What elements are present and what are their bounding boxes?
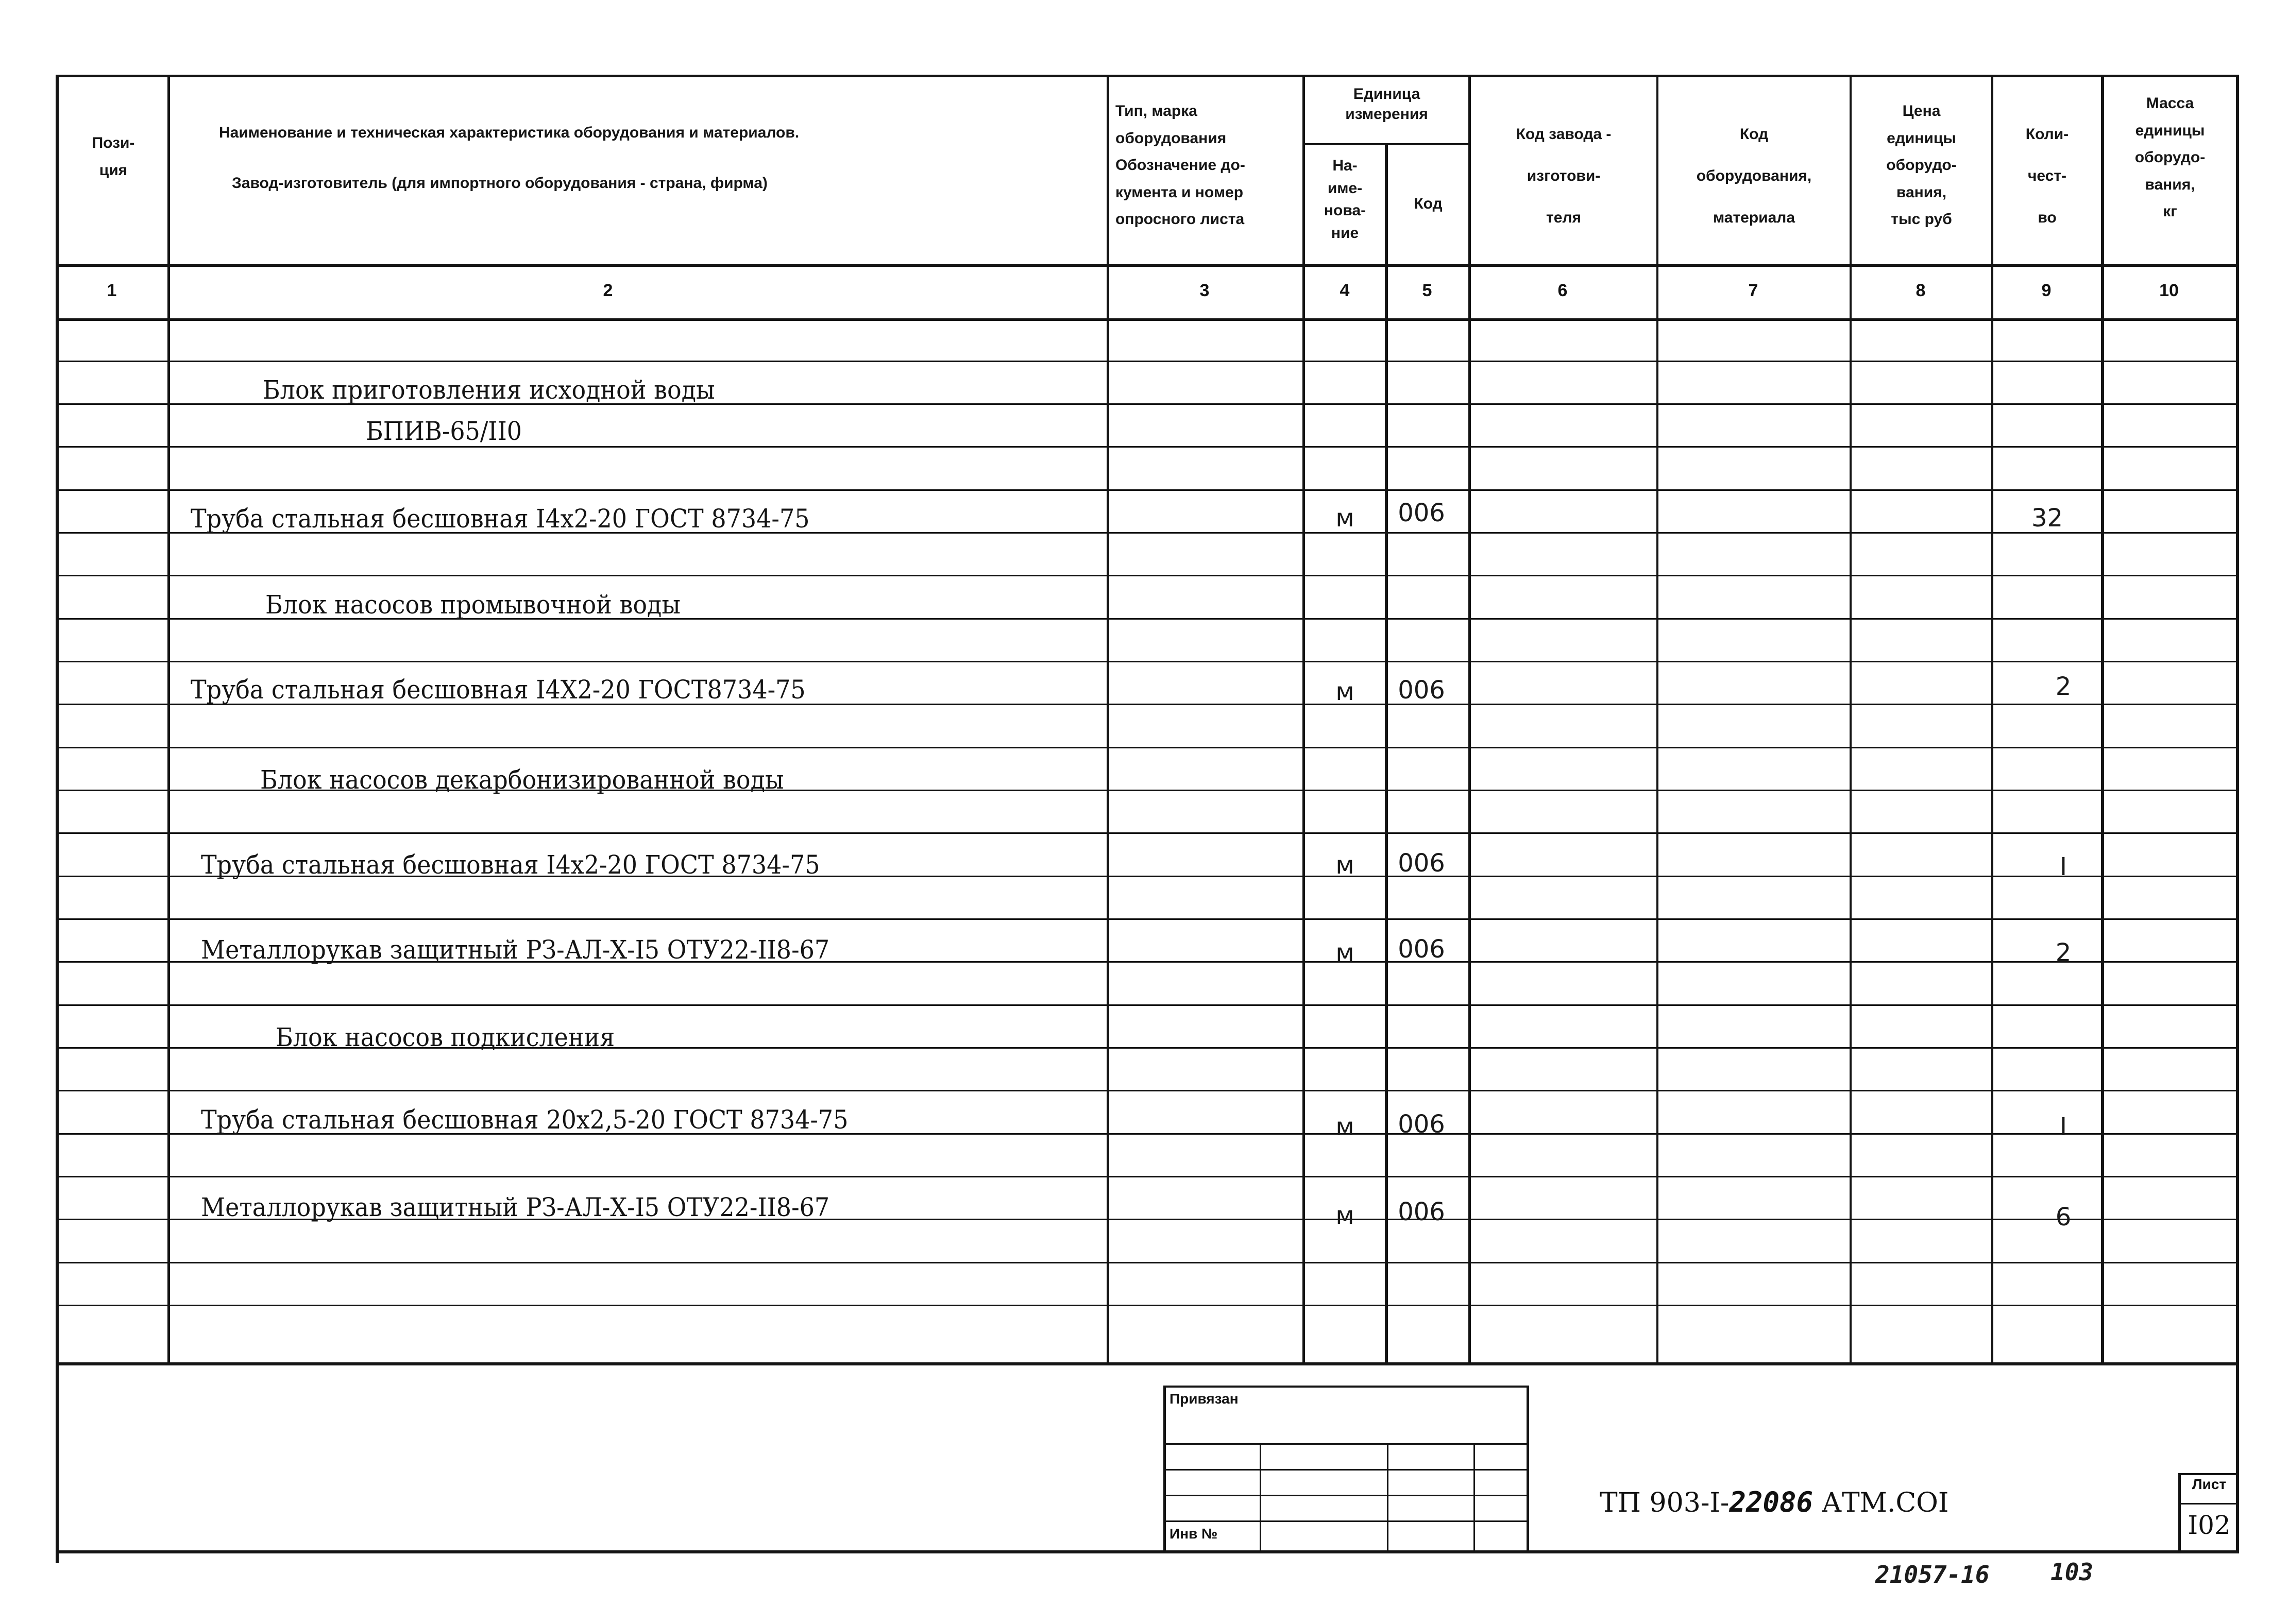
- item-quantity: 2: [2055, 672, 2072, 701]
- item-code: 006: [1398, 1198, 1445, 1226]
- stamp-sheet-label: Лист: [2192, 1476, 2227, 1492]
- column-number: 9: [2041, 281, 2052, 300]
- item-name: Труба стальная бесшовная I4х2-20 ГОСТ 8734-75: [201, 850, 820, 880]
- item-name: Металлорукав защитный РЗ-АЛ-Х-I5 ОТУ22-II8-67: [201, 935, 830, 965]
- stamp-inv-label: Инв №: [1170, 1526, 1218, 1542]
- section-subtitle: БПИВ-65/II0: [366, 416, 522, 446]
- stamp-bound-label: Привязан: [1170, 1391, 1239, 1407]
- column-number: 8: [1916, 281, 1926, 300]
- item-name: Труба стальная бесшовная I4х2-20 ГОСТ 8734-75: [191, 504, 810, 534]
- designation-suffix: АТМ.СОI: [1813, 1488, 1949, 1518]
- header-position: Пози- ция: [92, 134, 135, 179]
- item-quantity: 32: [2031, 504, 2063, 533]
- designation-number: 22086: [1729, 1486, 1814, 1518]
- column-number: 10: [2159, 281, 2179, 300]
- stamp-sheet-number: I02: [2188, 1510, 2231, 1540]
- item-unit: м: [1335, 1113, 1354, 1141]
- item-code: 006: [1398, 499, 1445, 527]
- column-number: 6: [1557, 281, 1568, 300]
- header-name-line2: Завод-изготовитель (для импортного оборудования - страна, фирма): [232, 175, 768, 192]
- item-unit: м: [1335, 504, 1354, 533]
- header-quantity: Коли- чест- во: [2025, 126, 2069, 226]
- item-unit: м: [1335, 1201, 1354, 1230]
- item-quantity: I: [2059, 852, 2067, 881]
- header-unit-group: Единица измерения: [1345, 86, 1428, 123]
- column-number: 7: [1748, 281, 1758, 300]
- stamp-designation: [1600, 1486, 1948, 1518]
- designation-prefix: ТП 903-I-: [1600, 1488, 1730, 1518]
- header-unit-name: На- име- нова- ние: [1324, 157, 1366, 242]
- header-factory-code: Код завода - изготови- теля: [1516, 126, 1612, 226]
- section-title: Блок приготовления исходной воды: [263, 375, 715, 405]
- column-number: 4: [1340, 281, 1350, 300]
- item-quantity: 2: [2055, 938, 2072, 967]
- column-number: 1: [107, 281, 117, 300]
- item-quantity: I: [2059, 1113, 2067, 1141]
- item-name: Труба стальная бесшовная I4Х2-20 ГОСТ8734-75: [191, 675, 806, 705]
- header-material-code: Код оборудования, материала: [1696, 126, 1812, 226]
- column-number: 5: [1422, 281, 1432, 300]
- item-unit: м: [1335, 938, 1354, 967]
- item-unit: м: [1335, 851, 1354, 880]
- header-type: Тип, марка оборудования Обозначение до- кумента и номер опросного листа: [1115, 102, 1245, 228]
- item-name: Труба стальная бесшовная 20х2,5-20 ГОСТ 8734-75: [201, 1105, 849, 1135]
- item-code: 006: [1398, 935, 1445, 964]
- section-title: Блок насосов декарбонизированной воды: [260, 765, 784, 795]
- header-name-line1: Наименование и техническая характеристика оборудования и материалов.: [219, 124, 800, 141]
- section-title: Блок насосов подкисления: [276, 1022, 615, 1052]
- column-number: 3: [1199, 281, 1210, 300]
- header-price: Цена единицы оборудо- вания, тыс руб: [1886, 102, 1957, 228]
- column-number: 2: [603, 281, 613, 300]
- item-unit: м: [1335, 677, 1354, 706]
- item-code: 006: [1398, 849, 1445, 878]
- item-code: 006: [1398, 1110, 1445, 1139]
- section-title: Блок насосов промывочной воды: [265, 590, 681, 620]
- header-mass: Масса единицы оборудо- вания, кг: [2134, 95, 2206, 220]
- item-quantity: 6: [2055, 1203, 2072, 1232]
- item-code: 006: [1398, 676, 1445, 705]
- footer-right-number: 103: [2050, 1558, 2094, 1586]
- footer-left-number: 21057-16: [1875, 1561, 1990, 1588]
- item-name: Металлорукав защитный РЗ-АЛ-Х-I5 ОТУ22-II8-67: [201, 1192, 830, 1222]
- header-unit-code: Код: [1414, 195, 1443, 212]
